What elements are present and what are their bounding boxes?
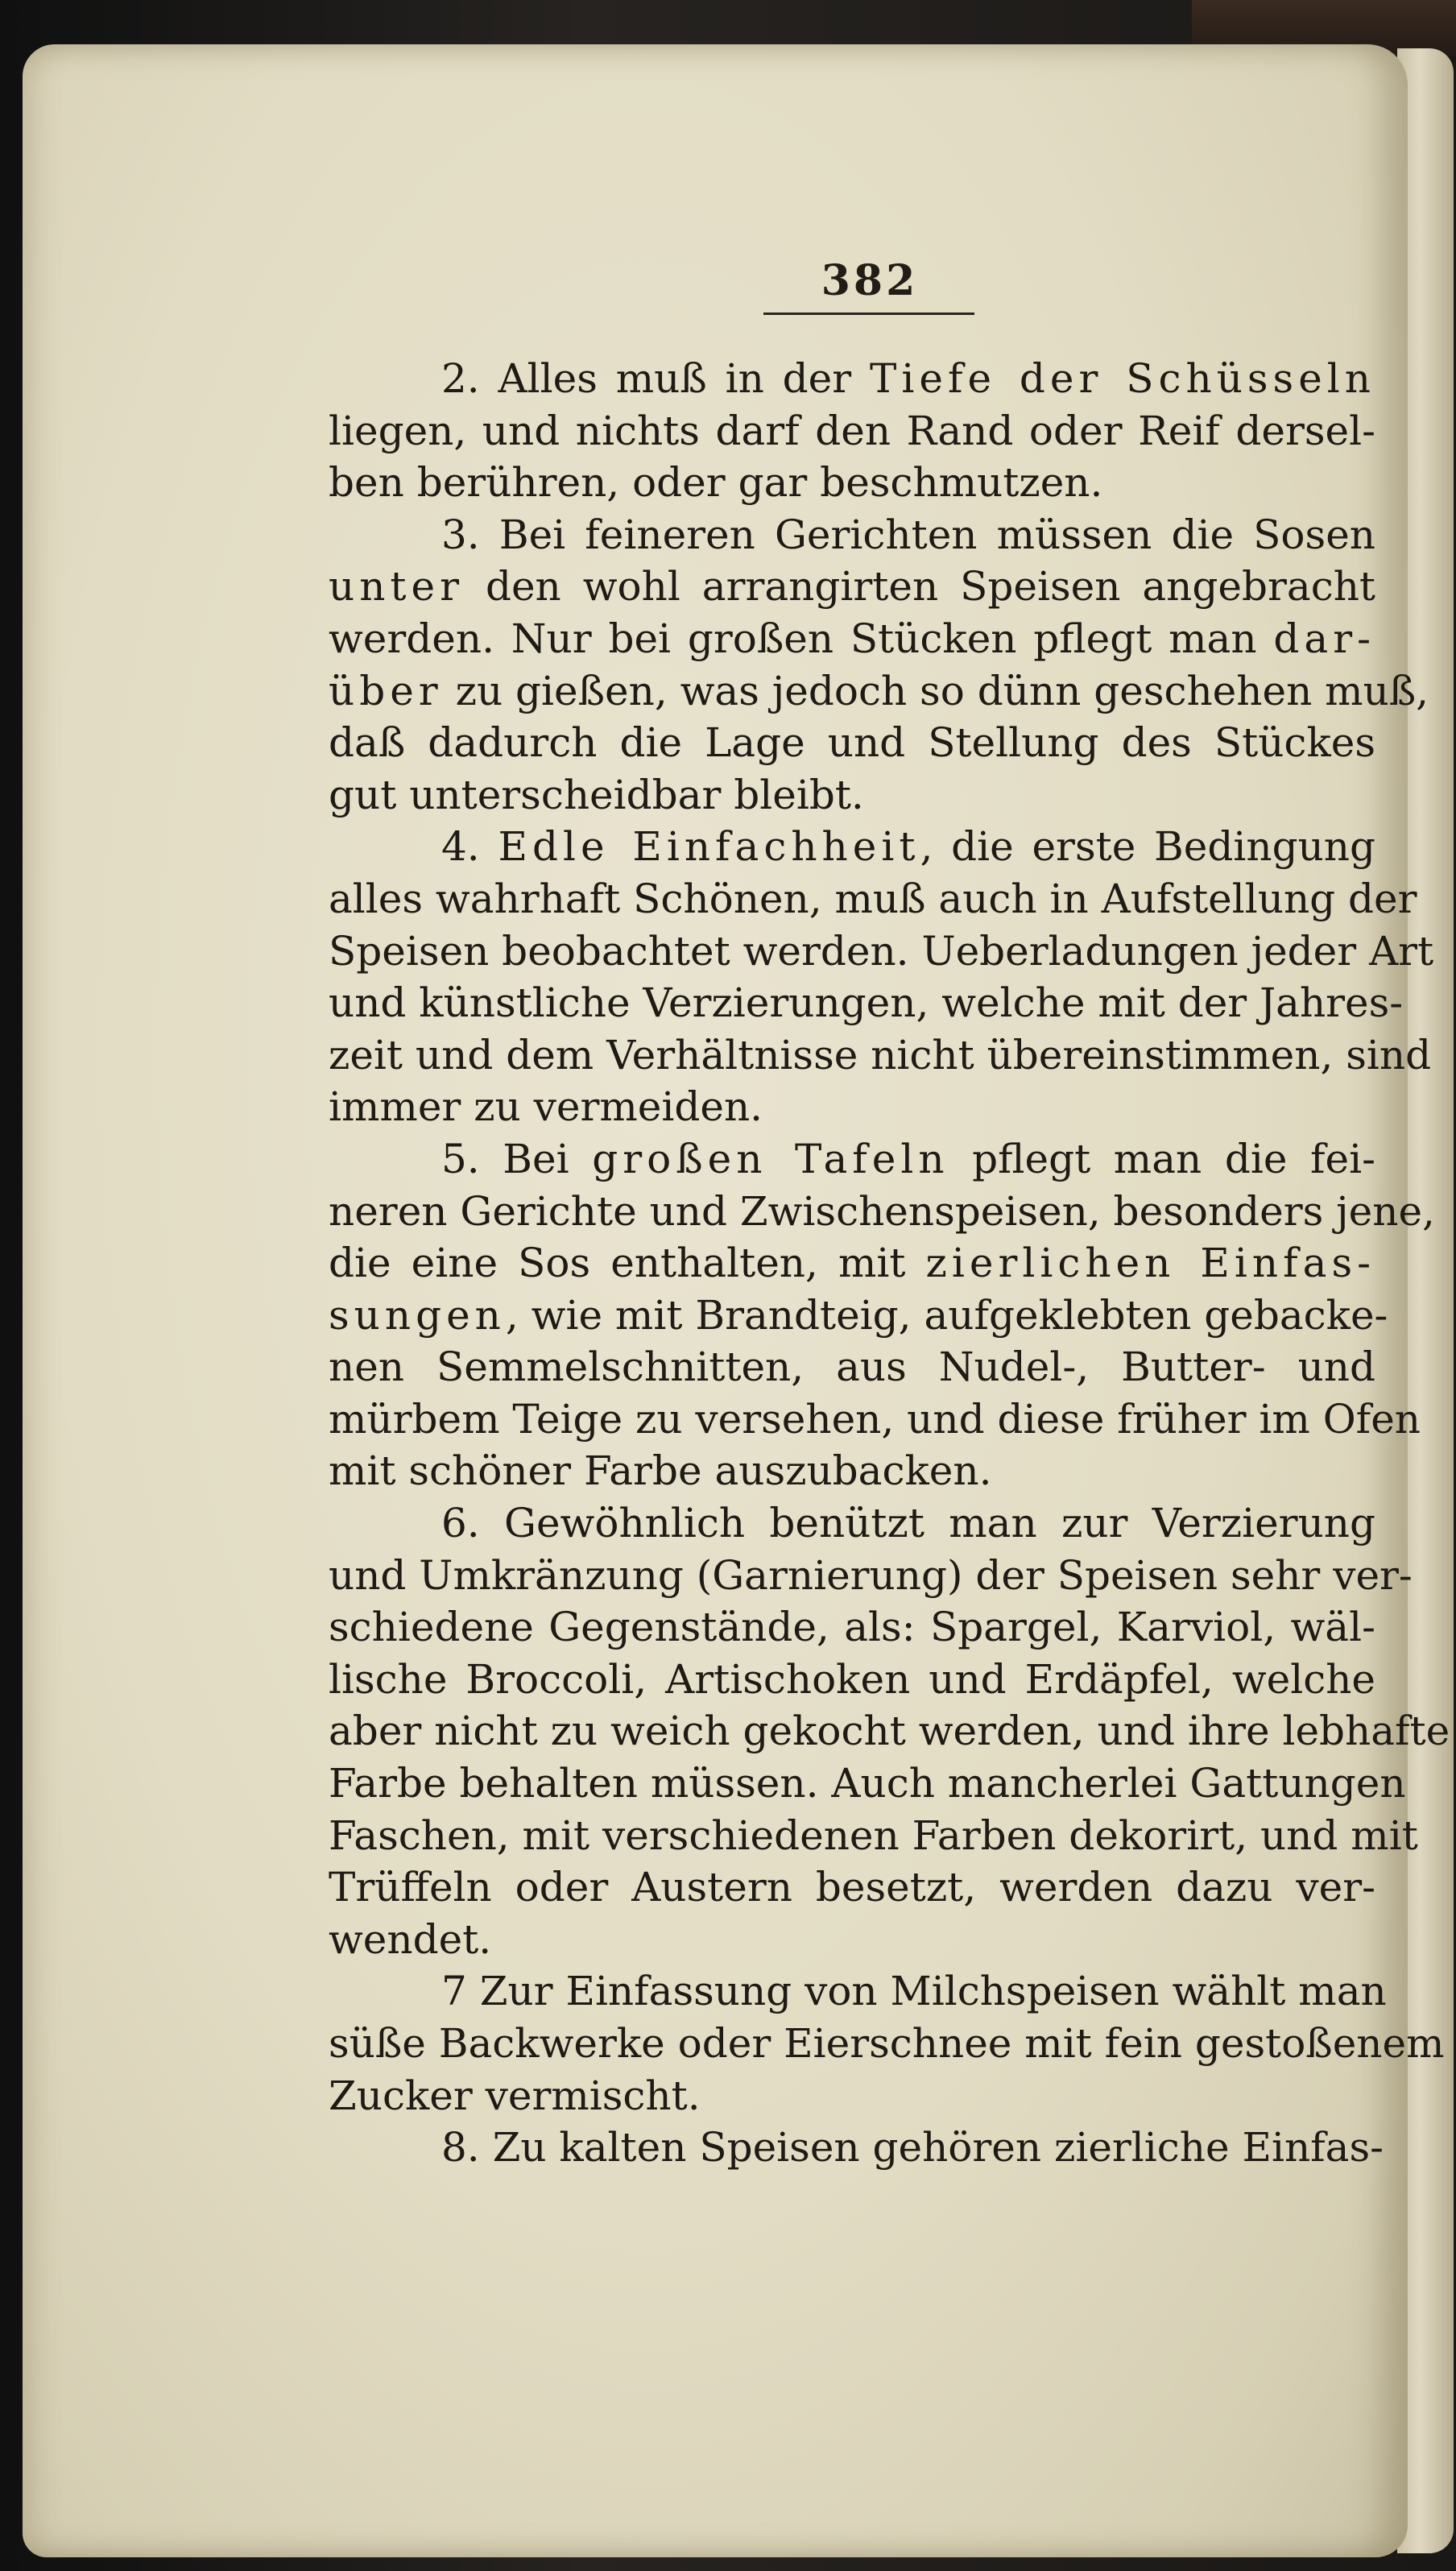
text-segment: daß dadurch die Lage und Stellung des Stückes <box>329 719 1375 767</box>
text-segment: süße Backwerke oder Eierschnee mit fein gestoßenem <box>329 2020 1445 2067</box>
text-line <box>329 1654 1375 1706</box>
text-line <box>329 509 1375 561</box>
text-segment: mürbem Teige zu versehen, und diese früher im Ofen <box>329 1395 1421 1443</box>
text-line <box>329 1550 1413 1602</box>
text-segment: 4. <box>441 823 498 871</box>
text-line <box>329 457 1375 509</box>
text-segment: , die erste Bedingung <box>920 823 1375 871</box>
text-segment: die eine Sos enthalten, mit <box>329 1240 926 1287</box>
text-line <box>329 1601 1375 1654</box>
text-line <box>329 1133 1375 1186</box>
text-line <box>329 1861 1375 1914</box>
text-segment: Speisen beobachtet werden. Ueberladungen jeder Art <box>329 927 1434 975</box>
text-segment: 6. Gewöhnlich benützt man zur Verzierung <box>441 1500 1375 1547</box>
text-segment: aber nicht zu weich gekocht werden, und ihre lebhafte <box>329 1708 1450 1755</box>
body-text <box>329 353 1450 2174</box>
text-segment: pflegt man die fei- <box>949 1135 1375 1182</box>
text-line <box>329 1757 1406 1810</box>
text-segment: liegen, und nichts darf den Rand oder Reif dersel- <box>329 407 1375 454</box>
text-segment: Zucker vermischt. <box>329 2072 701 2119</box>
spaced-emphasis: großen Tafeln <box>592 1135 949 1182</box>
text-line <box>329 1290 1388 1342</box>
spaced-emphasis: sungen <box>329 1291 506 1339</box>
text-line <box>329 1186 1435 1238</box>
text-line <box>329 1705 1450 1757</box>
text-segment: und Umkränzung (Garnierung) der Speisen sehr ver- <box>329 1551 1413 1599</box>
text-segment: neren Gerichte und Zwischenspeisen, besonders jene, <box>329 1187 1435 1235</box>
text-segment: , wie mit Brandteig, aufgeklebten gebacke- <box>505 1291 1388 1339</box>
text-segment: gut unterscheidbar bleibt. <box>329 771 864 818</box>
text-segment: Trüffeln oder Austern besetzt, werden dazu ver- <box>329 1864 1375 1911</box>
text-segment: zeit und dem Verhältnisse nicht übereinstimmen, sind <box>329 1031 1432 1078</box>
text-line <box>329 1965 1387 2018</box>
text-line <box>329 1341 1375 1393</box>
text-line <box>329 613 1375 665</box>
text-segment: 5. Bei <box>441 1135 593 1182</box>
text-line <box>329 665 1429 718</box>
spaced-emphasis: Tiefe der Schüsseln <box>870 355 1376 402</box>
page-number: 382 <box>821 256 919 305</box>
text-line <box>329 1810 1418 1862</box>
text-segment: ben berühren, oder gar beschmutzen. <box>329 459 1103 507</box>
spaced-emphasis: zierlichen Einfas- <box>925 1240 1375 1287</box>
text-line <box>329 561 1375 613</box>
text-line <box>329 353 1375 405</box>
text-segment: den wohl arrangirten Speisen angebracht <box>464 563 1375 611</box>
spaced-emphasis: dar- <box>1273 615 1375 662</box>
text-line <box>329 1445 1375 1497</box>
text-segment: alles wahrhaft Schönen, muß auch in Aufstellung der <box>329 875 1417 922</box>
text-segment: 8. Zu kalten Speisen gehören zierliche Einfas- <box>441 2124 1384 2171</box>
page-number-rule <box>763 313 974 315</box>
text-line <box>329 2122 1384 2174</box>
text-segment: Farbe behalten müssen. Auch mancherlei Gattungen <box>329 1760 1406 1807</box>
text-segment: nen Semmelschnitten, aus Nudel-, Butter- und <box>329 1343 1375 1391</box>
text-line <box>329 1237 1375 1290</box>
text-segment: mit schöner Farbe auszubacken. <box>329 1447 992 1495</box>
text-line <box>329 2018 1445 2070</box>
text-segment: Faschen, mit verschiedenen Farben dekorirt, und mit <box>329 1811 1418 1859</box>
text-segment: schiedene Gegenstände, als: Spargel, Karviol, wäl- <box>329 1604 1375 1651</box>
text-line <box>329 977 1404 1029</box>
spaced-emphasis: unter <box>329 563 464 611</box>
text-segment: 3. Bei feineren Gerichten müssen die Sosen <box>441 511 1375 558</box>
text-segment: werden. Nur bei großen Stücken pflegt man <box>329 615 1274 662</box>
text-line <box>329 769 1375 822</box>
text-line <box>329 1081 1375 1133</box>
text-line <box>329 717 1375 769</box>
text-line <box>329 1914 1375 1966</box>
text-line <box>329 873 1417 925</box>
text-segment: zu gießen, was jedoch so dünn geschehen muß, <box>442 667 1429 714</box>
text-line <box>329 1029 1432 1082</box>
text-line <box>329 821 1375 873</box>
spaced-emphasis: über <box>329 667 443 714</box>
text-segment: lische Broccoli, Artischoken und Erdäpfel, welche <box>329 1655 1375 1703</box>
text-line <box>329 2070 1375 2122</box>
text-line <box>329 1497 1375 1550</box>
text-segment: und künstliche Verzierungen, welche mit der Jahres- <box>329 979 1404 1027</box>
spaced-emphasis: Edle Einfachheit <box>498 823 920 871</box>
text-segment: 2. Alles muß in der <box>441 355 871 402</box>
text-line <box>329 925 1434 978</box>
text-line <box>329 405 1375 457</box>
text-line <box>329 1393 1421 1446</box>
text-segment: 7 Zur Einfassung von Milchspeisen wählt man <box>441 1968 1387 2015</box>
text-segment: wendet. <box>329 1915 492 1963</box>
text-segment: immer zu vermeiden. <box>329 1083 763 1131</box>
